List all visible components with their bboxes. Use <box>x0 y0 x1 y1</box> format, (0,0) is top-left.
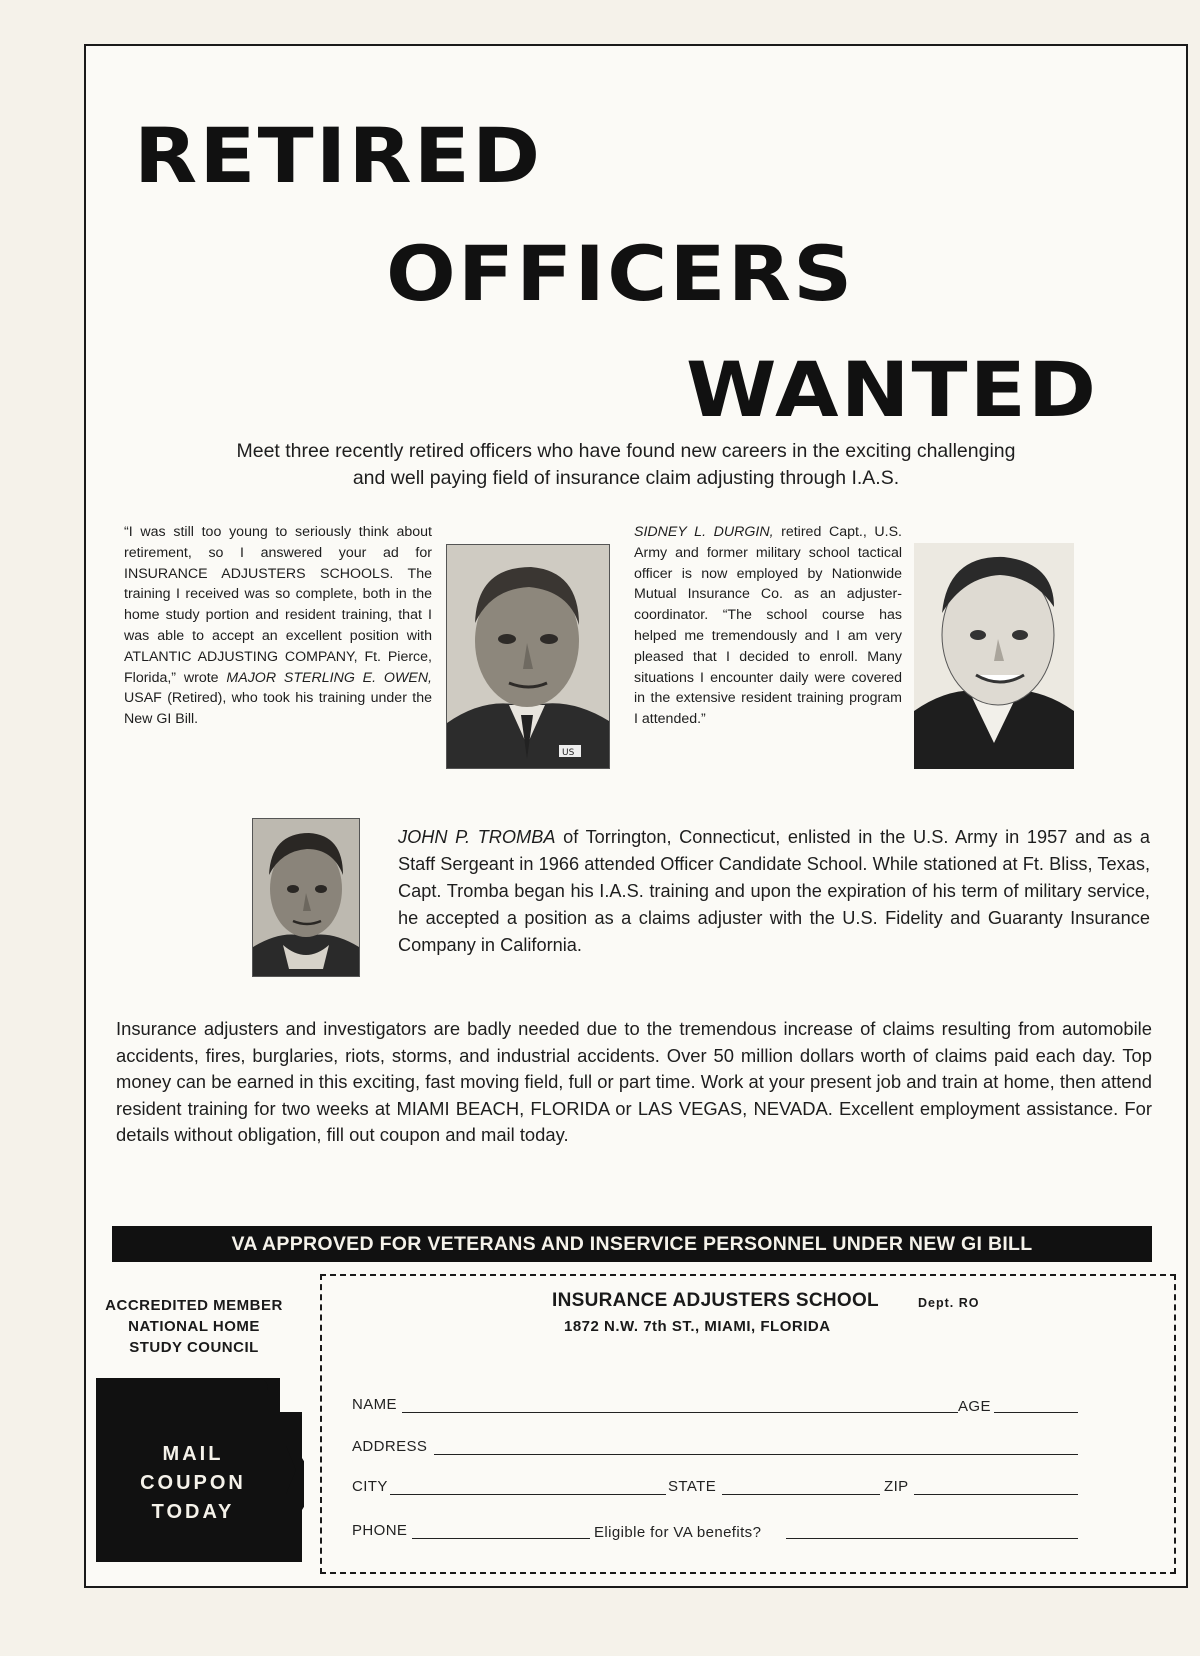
va-approved-banner: VA APPROVED FOR VETERANS AND INSERVICE PERSONNEL UNDER NEW GI BILL <box>112 1226 1152 1262</box>
city-label: CITY <box>352 1478 388 1495</box>
age-field[interactable] <box>994 1412 1078 1413</box>
owen-name: MAJOR STERLING E. OWEN, <box>226 669 433 686</box>
headline-wanted: WANTED <box>686 345 1099 434</box>
headline-officers: OFFICERS <box>386 229 855 318</box>
mail-coupon-today <box>128 1440 258 1527</box>
address-field[interactable] <box>434 1454 1078 1455</box>
headline-retired: RETIRED <box>134 111 543 200</box>
body-paragraph: Insurance adjusters and investigators are badly needed due to the tremendous increase of claims resulting from automobile accidents, fires, burglaries, riots, storms, and industrial accidents. Over 50 million dollars worth of claims paid each day. Top money can be earned in this exciting, fast moving field, full or part time. Work at your present job and train at home, then attend resident training for two weeks at MIAMI BEACH, FLORIDA or LAS VEGAS, NEVADA. Excellent employment assistance. For details without obligation, fill out coupon and mail today. <box>116 1018 1152 1145</box>
dept-code: Dept. RO <box>918 1296 980 1310</box>
va-benefits-label: Eligible for VA benefits? <box>594 1524 762 1541</box>
durgin-testimonial <box>634 522 902 730</box>
age-label: AGE <box>958 1398 991 1415</box>
owen-testimonial <box>124 522 432 730</box>
school-address: 1872 N.W. 7th ST., MIAMI, FLORIDA <box>564 1318 831 1335</box>
owen-quote-end: USAF (Retired), who took his training under the New GI Bill. <box>124 690 432 728</box>
name-label: NAME <box>352 1396 397 1413</box>
intro-text: Meet three recently retired officers who have found new careers in the exciting challenging and well paying field of insurance claim adjusting through I.A.S. <box>236 440 1016 489</box>
state-field[interactable] <box>722 1494 880 1495</box>
mail-coupon <box>320 1274 1176 1574</box>
owen-quote-start: “I was still too young to seriously think about retirement, so I answered your ad for INSURANCE ADJUSTERS SCHOOLS. The training I received was so complete, both in the home study portion and resident training, that I was able to accept an excellent position with ATLANTIC ADJUSTING COMPANY, Ft. Pierce, Florida,” wrote <box>124 524 432 686</box>
tromba-text: of Torrington, Connecticut, enlisted in the U.S. Army in 1957 and as a Staff Sergeant in 1966 attended Officer Candidate School. While stationed at Ft. Bliss, Texas, Capt. Tromba began his I.A.S. training and upon the expiration of his term of military service, he accepted a position as a claims adjuster with the U.S. Fidelity and Guaranty Insurance Company in California. <box>398 827 1150 955</box>
accredited-line-3: STUDY COUNCIL <box>129 1339 259 1356</box>
school-name: INSURANCE ADJUSTERS SCHOOL <box>552 1290 879 1311</box>
tromba-name: JOHN P. TROMBA <box>398 827 556 847</box>
phone-field[interactable] <box>412 1538 590 1539</box>
durgin-text: retired Capt., U.S. Army and former military school tactical officer is now employed by Nationwide Mutual Insurance Co. as an adjuster-coordinator. “The school course has helped me tremendously and I am very pleased that I decided to enroll. Many situations I encounter daily were covered in the extensive resident training program I attended.” <box>634 524 902 728</box>
mail-line-3: TODAY <box>151 1501 235 1523</box>
zip-label: ZIP <box>884 1478 909 1495</box>
us-insignia: US <box>562 748 575 758</box>
durgin-name: SIDNEY L. DURGIN, <box>634 524 774 540</box>
name-field[interactable] <box>402 1412 958 1413</box>
mail-line-2: COUPON <box>140 1472 246 1494</box>
durgin-portrait <box>914 543 1074 769</box>
owen-portrait <box>446 544 610 769</box>
address-label: ADDRESS <box>352 1438 428 1455</box>
phone-label: PHONE <box>352 1522 408 1539</box>
state-label: STATE <box>668 1478 717 1495</box>
accredited-line-2: NATIONAL HOME <box>128 1318 260 1335</box>
tromba-story <box>398 824 1150 959</box>
tromba-portrait <box>252 818 360 977</box>
zip-field[interactable] <box>914 1494 1078 1495</box>
mail-line-1: MAIL <box>162 1443 224 1465</box>
accreditation-note <box>94 1295 294 1358</box>
va-benefits-field[interactable] <box>786 1538 1078 1539</box>
ad-frame <box>84 44 1188 1588</box>
city-field[interactable] <box>390 1494 666 1495</box>
accredited-line-1: ACCREDITED MEMBER <box>105 1297 283 1314</box>
